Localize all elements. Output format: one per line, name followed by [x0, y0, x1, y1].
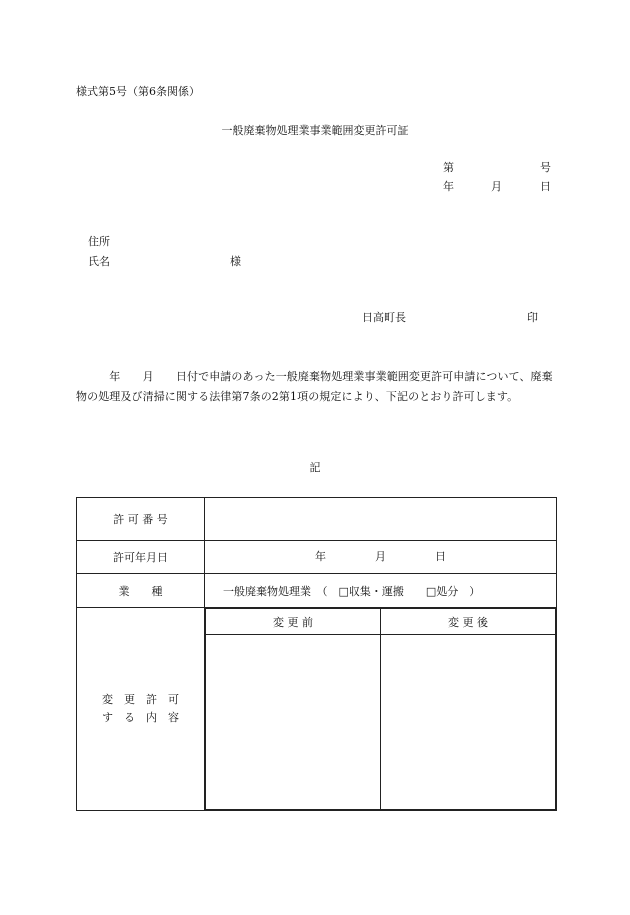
permit-date-row [77, 541, 557, 574]
permit-date-value [205, 541, 557, 574]
change-content-cell [205, 608, 557, 811]
body-paragraph: 年 月 日付で申請のあった一般廃棄物処理業事業範囲変更許可申請について、廃棄物の処理及び清掃に関する法律第7条の2第1項の規定により、下記のとおり許可します。 [76, 370, 553, 403]
change-content-row [77, 608, 557, 811]
permit-date-month: 月 [375, 550, 386, 563]
permit-number-value [205, 498, 557, 541]
permit-date-year: 年 [315, 550, 326, 563]
name-label: 氏名 [88, 255, 110, 268]
permit-date-day: 日 [435, 550, 446, 563]
issuer-title: 日高町長 [362, 311, 406, 324]
issue-year-label: 年 [443, 180, 454, 193]
after-change-content [381, 635, 556, 810]
honorific: 様 [230, 255, 241, 268]
change-content-label [77, 608, 205, 811]
seal-mark: 印 [527, 311, 538, 324]
permit-number-prefix: 第 [443, 161, 454, 174]
ki-heading: 記 [309, 461, 321, 474]
issue-month-label: 月 [491, 180, 502, 193]
issue-day-label: 日 [540, 180, 551, 193]
change-label-line1: 変 更 許 可 [102, 693, 179, 706]
business-type-row [77, 574, 557, 608]
business-type-value: 一般廃棄物処理業 （ □収集・運搬 □処分 ） [205, 574, 557, 608]
document-title: 一般廃棄物処理業事業範囲変更許可証 [221, 124, 409, 137]
before-change-header: 変 更 前 [206, 609, 381, 635]
form-number: 様式第5号（第6条関係） [76, 85, 200, 98]
permit-table [76, 497, 557, 811]
business-type-label: 業 種 [77, 574, 205, 608]
address-label: 住所 [88, 235, 110, 248]
change-comparison-table [205, 608, 556, 810]
permit-number-suffix: 号 [540, 161, 551, 174]
before-change-content [206, 635, 381, 810]
permit-number-label: 許 可 番 号 [77, 498, 205, 541]
permit-date-label: 許可年月日 [77, 541, 205, 574]
after-change-header: 変 更 後 [381, 609, 556, 635]
permit-number-row [77, 498, 557, 541]
change-label-line2: す る 内 容 [102, 711, 179, 724]
